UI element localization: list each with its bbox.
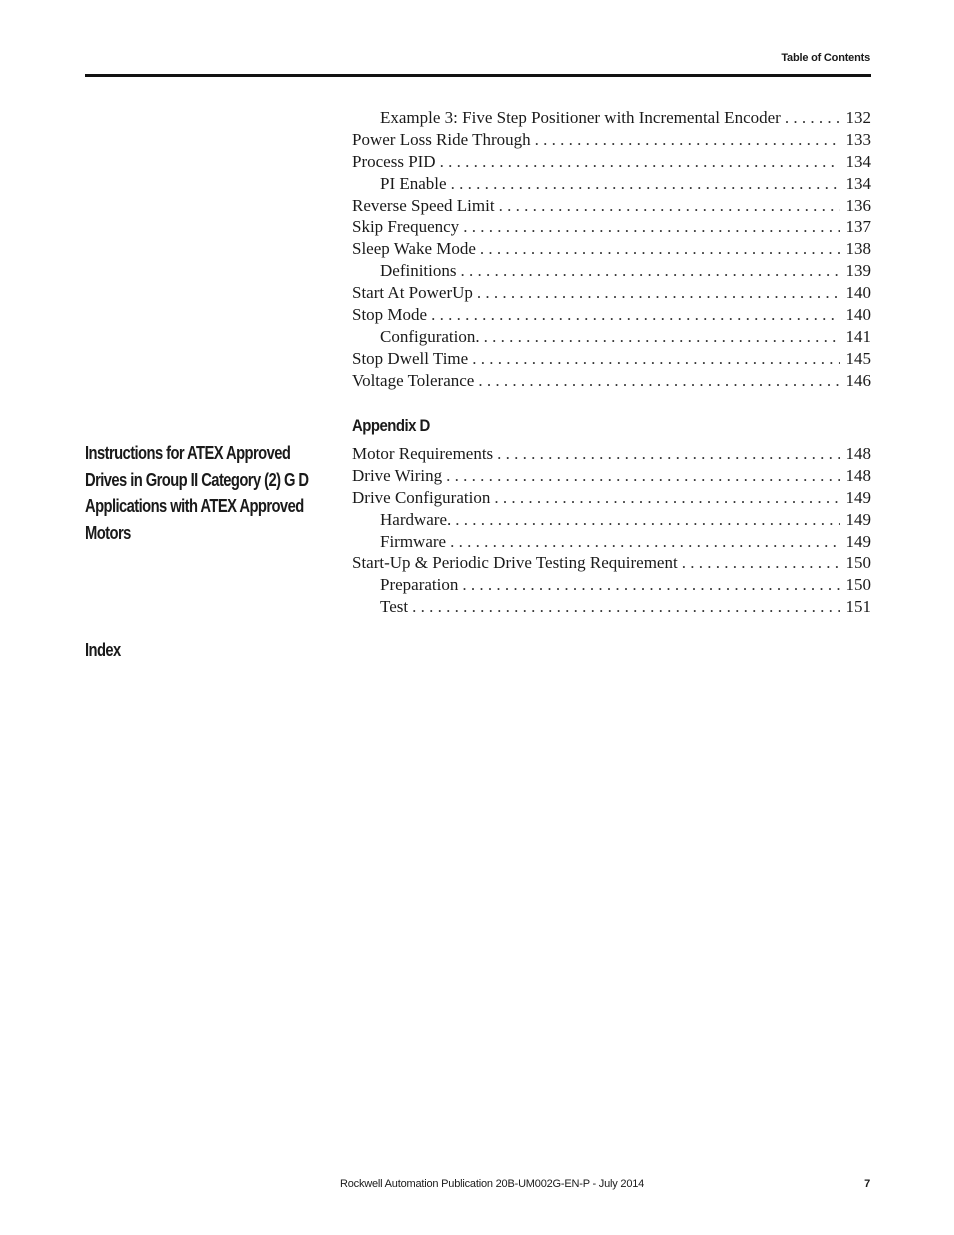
toc-entry-page: 149: [845, 487, 871, 507]
toc-entry-page: 137: [845, 217, 871, 237]
footer-page-number: 7: [864, 1178, 870, 1190]
toc-entry-page: 151: [845, 597, 871, 617]
toc-leader-dots: [477, 282, 840, 304]
toc-entry-title: Definitions: [380, 261, 457, 281]
toc-entry-title: Test: [380, 597, 409, 617]
toc-entry-title: Drive Wiring: [352, 465, 443, 485]
toc-leader-dots: [535, 129, 840, 151]
toc-entry-page: 149: [845, 531, 871, 551]
toc-entry[interactable]: [352, 348, 871, 370]
toc-entry[interactable]: [352, 465, 871, 487]
toc-entry[interactable]: [352, 596, 871, 618]
index-heading[interactable]: Index: [85, 640, 121, 660]
toc-entry-page: 145: [845, 348, 871, 368]
toc-entry[interactable]: [352, 509, 871, 531]
header-rule: [85, 74, 871, 77]
running-header-title: Table of Contents: [781, 52, 870, 64]
toc-entry-title: Preparation: [380, 575, 459, 595]
toc-entry-title: Power Loss Ride Through: [352, 129, 531, 149]
toc-entry[interactable]: [352, 552, 871, 574]
toc-leader-dots: [462, 574, 839, 596]
toc-entry-page: 150: [845, 553, 871, 573]
toc-entry-title: Process PID: [352, 151, 436, 171]
toc-entry-title: Firmware: [380, 531, 447, 551]
toc-entry-title: Voltage Tolerance: [352, 370, 475, 390]
toc-leader-dots: [463, 216, 839, 238]
toc-entry-page: 146: [845, 370, 871, 390]
footer-publication: Rockwell Automation Publication 20B-UM002G-EN-P - July 2014: [340, 1178, 645, 1190]
toc-leader-dots: [494, 487, 839, 509]
appendix-d-heading[interactable]: Appendix D: [352, 416, 430, 435]
toc-entry-page: 132: [845, 108, 871, 127]
toc-entry-page: 150: [845, 575, 871, 595]
toc-entry[interactable]: [352, 282, 871, 304]
appendix-d-toc-list: [352, 443, 871, 618]
toc-leader-dots: [450, 531, 839, 553]
toc-leader-dots: [446, 465, 839, 487]
toc-entry-page: 136: [845, 195, 871, 215]
toc-leader-dots: [440, 151, 840, 173]
toc-entry-page: 139: [845, 261, 871, 281]
toc-entry[interactable]: [352, 487, 871, 509]
toc-entry[interactable]: [352, 443, 871, 465]
toc-entry-page: 148: [845, 444, 871, 463]
toc-entry[interactable]: [352, 129, 871, 151]
toc-entry-page: 141: [845, 326, 871, 346]
toc-leader-dots: [497, 443, 839, 465]
toc-entry-page: 134: [845, 151, 871, 171]
toc-continued-list: [352, 107, 871, 392]
toc-entry-title: Motor Requirements: [352, 444, 494, 463]
toc-leader-dots: [785, 107, 840, 129]
toc-entry-page: 133: [845, 129, 871, 149]
toc-leader-dots: [412, 596, 839, 618]
toc-entry[interactable]: [352, 151, 871, 173]
toc-entry[interactable]: [352, 574, 871, 596]
toc-entry-page: 140: [845, 305, 871, 325]
toc-entry-title: Start At PowerUp: [352, 283, 473, 303]
toc-entry-page: 140: [845, 283, 871, 303]
appendix-d-side-title: Instructions for ATEX Approved Drives in Group II Category (2) G D Applications with ATEX Approved Motors: [85, 443, 309, 543]
toc-leader-dots: [478, 370, 839, 392]
toc-leader-dots: [472, 348, 839, 370]
toc-entry[interactable]: [352, 304, 871, 326]
toc-entry-title: Stop Mode: [352, 305, 428, 325]
toc-entry-page: 138: [845, 239, 871, 259]
toc-entry[interactable]: [352, 370, 871, 392]
toc-entry[interactable]: [352, 531, 871, 553]
toc-leader-dots: [499, 195, 840, 217]
toc-entry[interactable]: [352, 195, 871, 217]
toc-entry-page: 149: [845, 509, 871, 529]
toc-leader-dots: [451, 173, 840, 195]
toc-entry-page: 134: [845, 173, 871, 193]
toc-entry[interactable]: [352, 173, 871, 195]
toc-entry-title: PI Enable: [380, 173, 447, 193]
toc-leader-dots: [682, 552, 840, 574]
toc-entry-page: 148: [845, 465, 871, 485]
toc-entry-title: Hardware.: [380, 509, 452, 529]
toc-leader-dots: [480, 238, 840, 260]
toc-entry[interactable]: [352, 238, 871, 260]
toc-entry-title: Configuration.: [380, 326, 480, 346]
toc-entry[interactable]: [352, 216, 871, 238]
toc-leader-dots: [484, 326, 840, 348]
toc-entry-title: Stop Dwell Time: [352, 348, 469, 368]
toc-leader-dots: [431, 304, 839, 326]
toc-entry[interactable]: [352, 107, 871, 129]
toc-entry-title: Skip Frequency: [352, 217, 460, 237]
toc-entry-title: Drive Configuration: [352, 487, 491, 507]
toc-entry[interactable]: [352, 326, 871, 348]
toc-entry-title: Sleep Wake Mode: [352, 239, 476, 259]
toc-leader-dots: [455, 509, 839, 531]
toc-entry-title: Example 3: Five Step Positioner with Incremental Encoder: [380, 108, 781, 127]
toc-entry-title: Start-Up & Periodic Drive Testing Requirement: [352, 553, 678, 573]
toc-leader-dots: [461, 260, 840, 282]
toc-entry[interactable]: [352, 260, 871, 282]
toc-entry-title: Reverse Speed Limit: [352, 195, 495, 215]
